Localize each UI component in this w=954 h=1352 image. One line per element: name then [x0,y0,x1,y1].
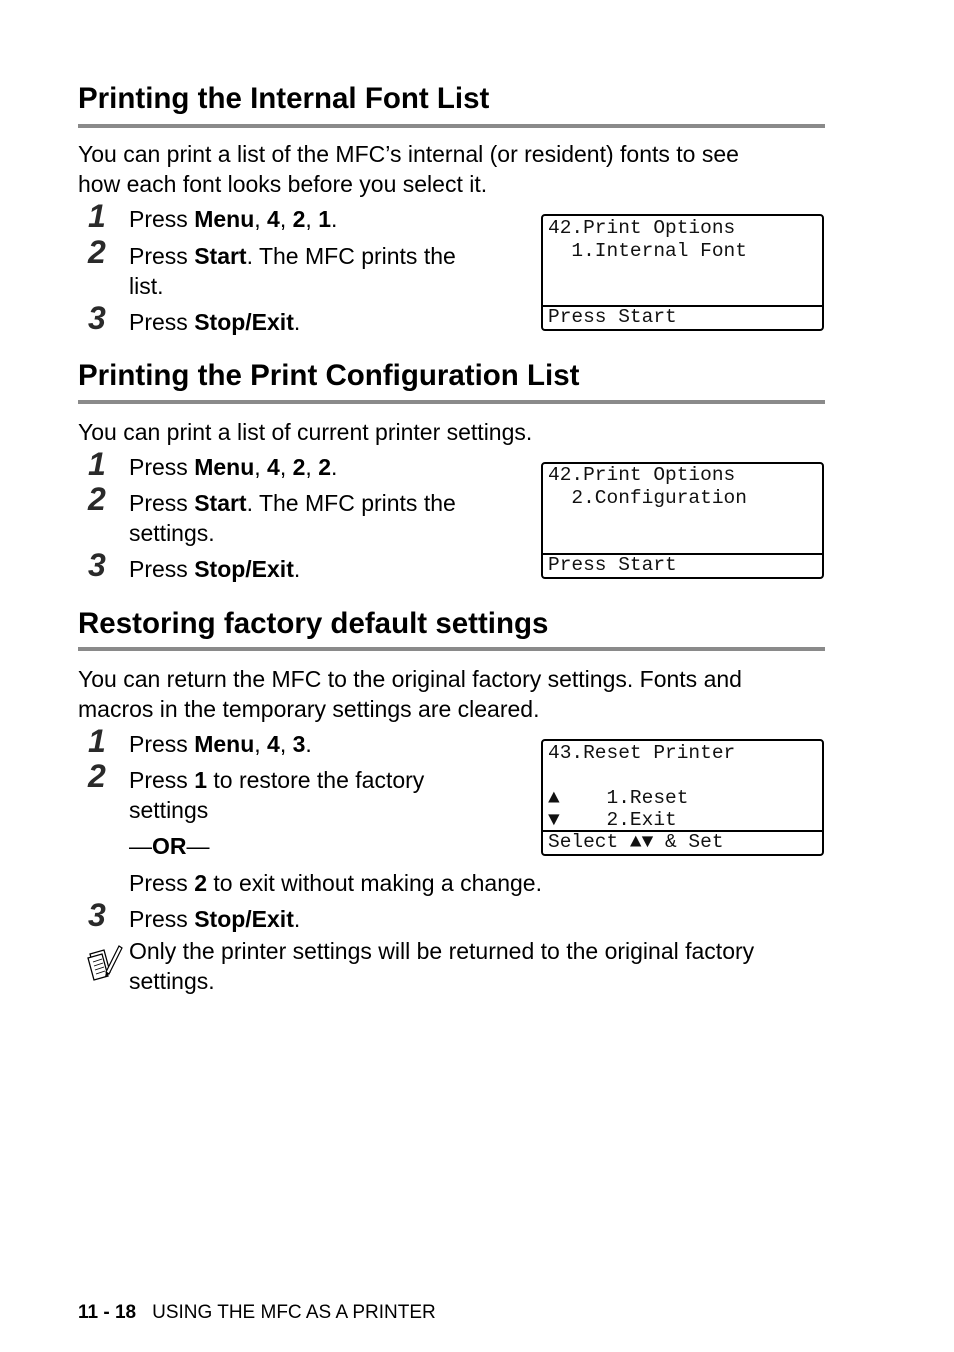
lcd-line: 1.Internal Font [548,240,747,262]
section-rule [78,124,825,128]
lcd-display [541,739,824,856]
note-text-line-1: Only the printer settings will be returned to the original factory [129,938,755,964]
lcd-status-text: Press Start [548,306,677,328]
intro-line-1: You can return the MFC to the original factory settings. Fonts and [78,666,742,692]
step-number: 1 [88,446,106,482]
step-3-text: Press Stop/Exit. [129,906,301,932]
lcd-status-bar [543,553,822,577]
lcd-line: 43.Reset Printer [548,742,736,764]
step-number: 3 [88,300,106,336]
section-title-restoring-factory-defaults: Restoring factory default settings [78,607,549,640]
intro-line-2: how each font looks before you select it. [78,171,488,197]
step-2-alternative: Press 2 to exit without making a change. [129,870,542,896]
lcd-display [541,462,824,579]
lcd-line: ▲ 1.Reset [548,787,689,809]
step-number: 3 [88,897,106,933]
lcd-status-bar [543,830,822,854]
or-separator: —OR— [129,833,210,859]
lcd-line: ▼ 2.Exit [548,809,677,831]
step-2-text: Press 1 to restore the factory [129,767,425,793]
step-1-text: Press Menu, 4, 3. [129,731,312,757]
lcd-status-bar [543,305,822,329]
step-number: 3 [88,547,106,583]
step-3-text: Press Stop/Exit. [129,309,301,335]
lcd-status-text: Press Start [548,554,677,576]
step-number: 2 [88,234,106,270]
step-3-text: Press Stop/Exit. [129,556,301,582]
step-number: 1 [88,723,106,759]
note-icon [84,942,124,982]
step-1-text: Press Menu, 4, 2, 1. [129,206,338,232]
section-title-print-configuration-list: Printing the Print Configuration List [78,359,580,392]
lcd-line: 2.Configuration [548,487,747,509]
step-2-text-cont: settings [129,797,209,823]
step-1-text: Press Menu, 4, 2, 2. [129,454,338,480]
section-rule [78,647,825,651]
step-2-text: Press Start. The MFC prints the [129,243,456,269]
section-rule [78,400,825,404]
note-text-line-2: settings. [129,968,215,994]
step-number: 2 [88,758,106,794]
step-2-text-cont: settings. [129,520,215,546]
page-footer [78,1302,436,1324]
intro-line-1: You can print a list of current printer settings. [78,419,533,445]
lcd-status-text: Select ▲▼ & Set [548,831,724,853]
lcd-display [541,214,824,331]
step-number: 2 [88,481,106,517]
page-number: 11 - 18 [78,1302,137,1323]
lcd-line: 42.Print Options [548,464,736,486]
section-title-internal-font-list: Printing the Internal Font List [78,82,490,115]
lcd-line: 42.Print Options [548,217,736,239]
step-2-text-cont: list. [129,273,164,299]
chapter-title: USING THE MFC AS A PRINTER [152,1302,436,1323]
step-number: 1 [88,198,106,234]
intro-line-1: You can print a list of the MFC’s internal (or resident) fonts to see [78,141,739,167]
step-2-text: Press Start. The MFC prints the [129,490,456,516]
intro-line-2: macros in the temporary settings are cleared. [78,696,540,722]
